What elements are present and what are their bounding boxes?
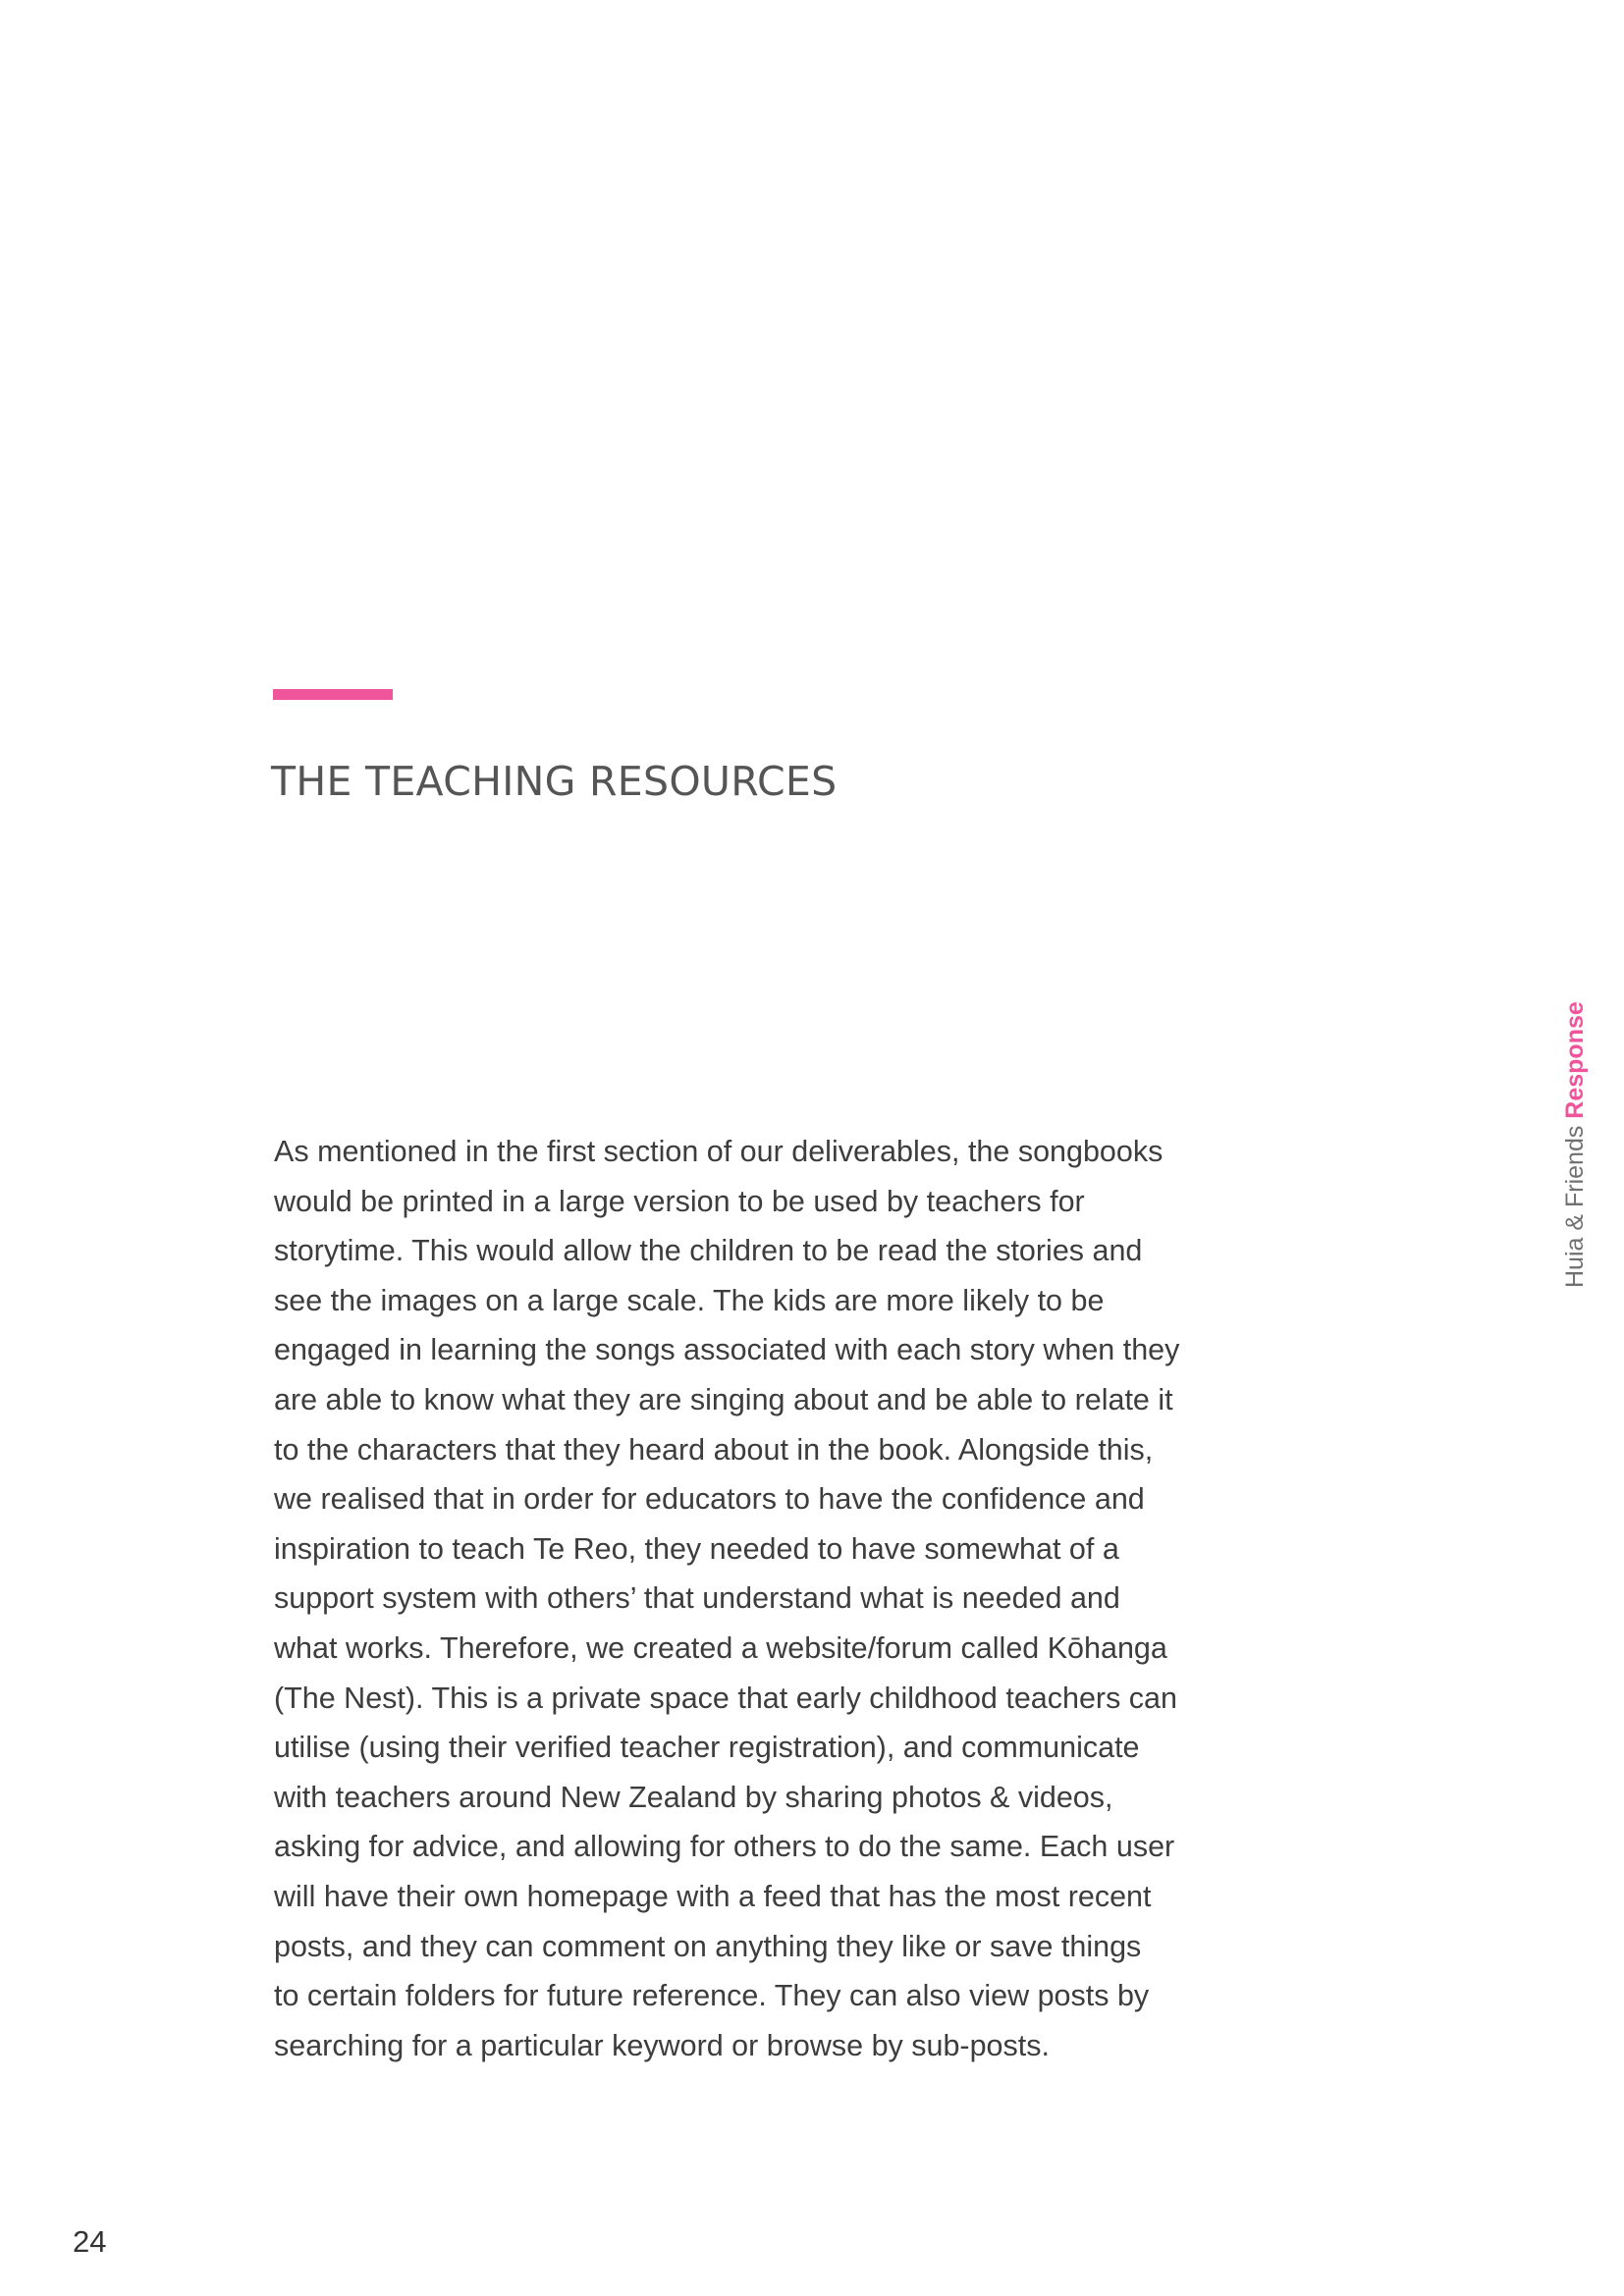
body-line: searching for a particular keyword or browse by sub-posts. bbox=[274, 2028, 1050, 2062]
body-line: support system with others’ that understand what is needed and bbox=[274, 1581, 1120, 1616]
body-paragraph bbox=[274, 1127, 1236, 2070]
body-line: would be printed in a large version to be used by teachers for bbox=[274, 1184, 1085, 1218]
side-running-header bbox=[1563, 1001, 1588, 1288]
page-number: 24 bbox=[73, 2224, 107, 2259]
body-line: utilise (using their verified teacher registration), and communicate bbox=[274, 1731, 1140, 1765]
body-line: engaged in learning the songs associated with each story when they bbox=[274, 1333, 1180, 1367]
body-line: see the images on a large scale. The kids are more likely to be bbox=[274, 1283, 1105, 1317]
body-line: posts, and they can comment on anything they like or save things bbox=[274, 1929, 1142, 1963]
body-line: with teachers around New Zealand by sharing photos & videos, bbox=[274, 1780, 1113, 1814]
body-line: storytime. This would allow the children to be read the stories and bbox=[274, 1234, 1143, 1268]
side-label-prefix: Huia & Friends bbox=[1561, 1118, 1589, 1288]
side-label-accent: Response bbox=[1561, 1001, 1589, 1119]
body-line: inspiration to teach Te Reo, they needed to have somewhat of a bbox=[274, 1531, 1119, 1566]
body-line: what works. Therefore, we created a website/forum called Kōhanga bbox=[274, 1630, 1167, 1665]
body-line: (The Nest). This is a private space that early childhood teachers can bbox=[274, 1681, 1177, 1715]
body-line: to the characters that they heard about in the book. Alongside this, bbox=[274, 1432, 1154, 1467]
body-line: are able to know what they are singing about and be able to relate it bbox=[274, 1382, 1173, 1416]
body-line: As mentioned in the first section of our deliverables, the songbooks bbox=[274, 1135, 1164, 1168]
body-line: to certain folders for future reference. They can also view posts by bbox=[274, 1979, 1150, 2013]
body-line: we realised that in order for educators to have the confidence and bbox=[274, 1482, 1145, 1517]
section-title: THE TEACHING RESOURCES bbox=[271, 758, 838, 805]
body-line: asking for advice, and allowing for others to do the same. Each user bbox=[274, 1830, 1175, 1864]
accent-bar bbox=[273, 689, 393, 700]
body-line: will have their own homepage with a feed that has the most recent bbox=[274, 1879, 1152, 1913]
